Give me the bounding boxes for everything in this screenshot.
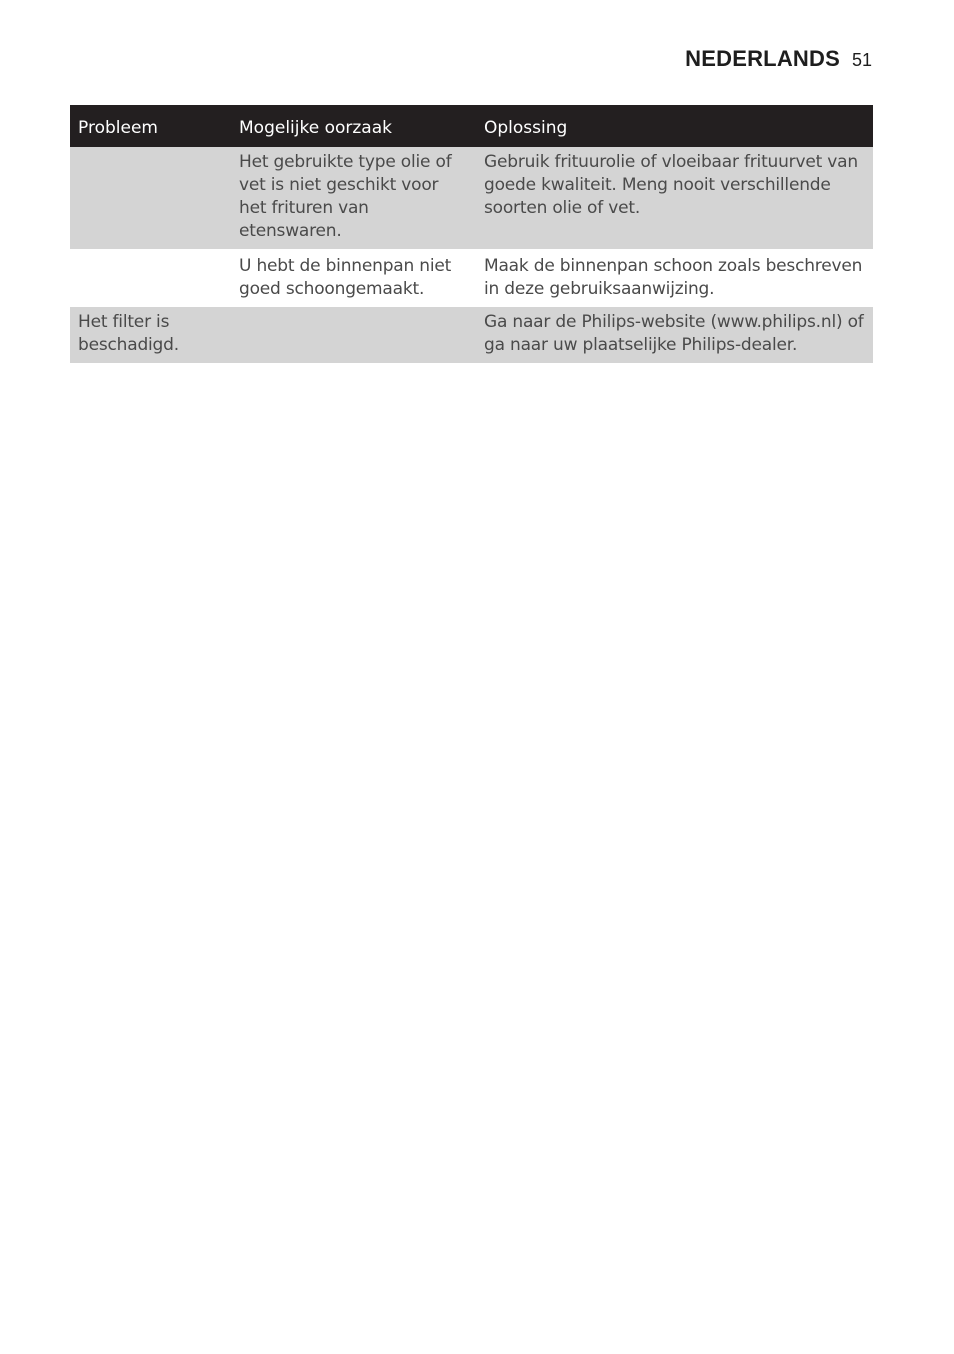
language-heading: NEDERLANDS	[685, 46, 840, 71]
cell-solution: Maak de binnenpan schoon zoals beschreven in deze gebruiksaanwijzing.	[476, 249, 873, 307]
column-header-problem: Probleem	[70, 105, 231, 147]
table-row	[70, 249, 873, 307]
page-number: 51	[851, 50, 872, 70]
table-row	[70, 147, 873, 249]
column-header-solution: Oplossing	[476, 105, 873, 147]
cell-solution: Gebruik frituurolie of vloeibaar frituurvet van goede kwaliteit. Meng nooit verschillende soorten olie of vet.	[476, 147, 873, 249]
table-header-row	[70, 105, 873, 147]
troubleshooting-table	[70, 105, 873, 363]
cell-cause	[231, 307, 476, 363]
cell-problem: Het filter is beschadigd.	[70, 307, 231, 363]
cell-cause: U hebt de binnenpan niet goed schoongemaakt.	[231, 249, 476, 307]
page-header	[685, 46, 872, 72]
table-row	[70, 307, 873, 363]
cell-solution: Ga naar de Philips-website (www.philips.nl) of ga naar uw plaatselijke Philips-dealer.	[476, 307, 873, 363]
column-header-cause: Mogelijke oorzaak	[231, 105, 476, 147]
cell-problem	[70, 147, 231, 249]
cell-cause: Het gebruikte type olie of vet is niet geschikt voor het frituren van etenswaren.	[231, 147, 476, 249]
cell-problem	[70, 249, 231, 307]
